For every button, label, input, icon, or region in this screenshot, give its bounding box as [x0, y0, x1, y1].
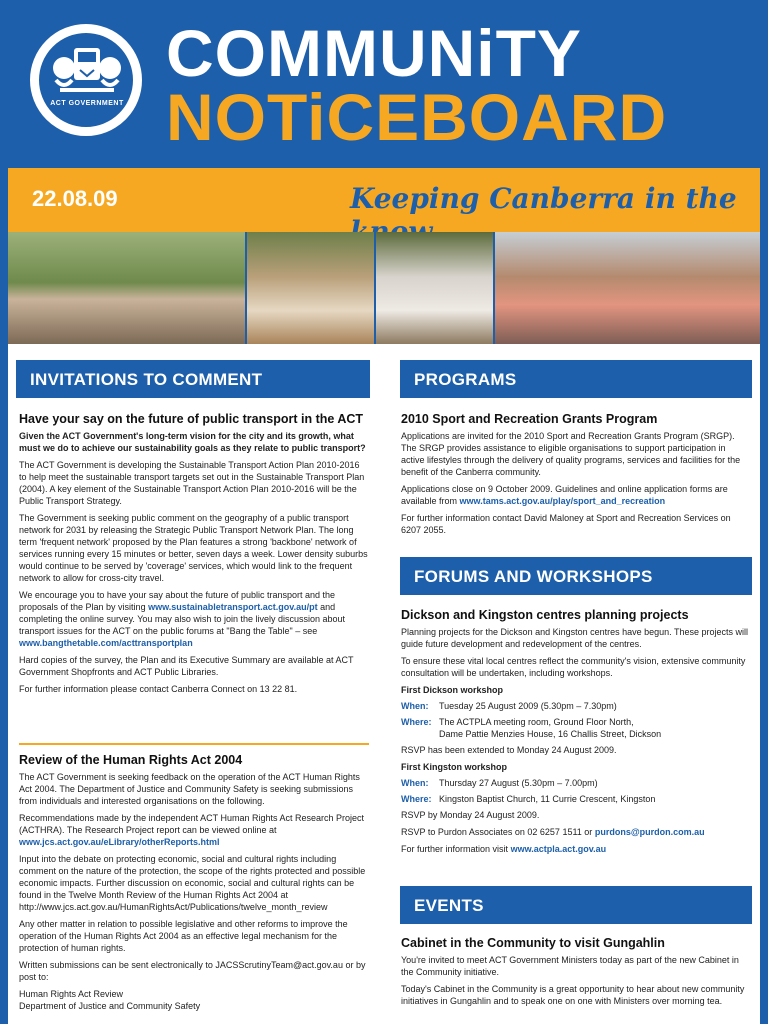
section-events: EVENTS [400, 886, 752, 924]
divider [19, 743, 369, 745]
article-paragraph: The ACT Government is seeking feedback on the operation of the ACT Human Rights Act 2004. The Department of Justice and Community Safety is seeking submissions from individuals and interested organisations on the following. [19, 772, 360, 806]
article-paragraph: RSVP to Purdon Associates on 02 6257 1511 or purdons@purdon.com.au [401, 827, 705, 837]
workshop-when: When: Tuesday 25 August 2009 (5.30pm – 7.30pm) [401, 701, 617, 711]
workshop-rsvp: RSVP by Monday 24 August 2009. [401, 810, 540, 820]
link-tams-sport[interactable]: www.tams.act.gov.au/play/sport_and_recreation [459, 496, 666, 506]
article-paragraph: Hard copies of the survey, the Plan and its Executive Summary are available at ACT Government Shopfronts and ACT Public Libraries. [19, 655, 354, 677]
article-paragraph: To ensure these vital local centres reflect the community's vision, extensive community consultation will be undertaken, including workshops. [401, 656, 746, 678]
link-bang-the-table[interactable]: www.bangthetable.com/acttransportplan [19, 638, 193, 648]
photo-family-group [8, 232, 245, 344]
title-community: COMMUNiTY [166, 16, 582, 90]
article-paragraph: The Government is seeking public comment on the geography of a public transport network for 2031 by releasing the Strategic Public Transport Network Plan. The long term 'frequent network' proposed by the Plan features a strong 'backbone' network of services running every 15 minutes or better, seven days a week. Lower density suburbs would continue to be served by 'coverage' services, which would link to the frequent network to allow for cross-city travel. [19, 513, 368, 583]
article-paragraph: Applications close on 9 October 2009. Guidelines and online application forms are available from www.tams.act.gov.au/play/sport_and_recreation [401, 484, 728, 506]
photo-man-sign [376, 232, 493, 344]
workshop-where: Where: The ACTPLA meeting room, Ground Floor North, Dame Pattie Menzies House, 16 Challis Street, Dickson [401, 717, 662, 739]
article-title: Cabinet in the Community to visit Gungahlin [401, 936, 665, 950]
link-actpla[interactable]: www.actpla.act.gov.au [510, 844, 607, 854]
article-paragraph: Input into the debate on protecting economic, social and cultural rights including comment on the nature of the protection, the scope of the rights protected and possible economic impacts. Further discussion on economic, social and cultural rights can be found in the Twelve Month Review of the Human Rights Act 2004 at http://www.jcs.act.gov.au/HumanRightsAct/Publications/twelve_month_review [19, 854, 366, 912]
workshop-when: When: Thursday 27 August (5.30pm – 7.00pm) [401, 778, 598, 788]
tagline: Keeping Canberra in the [350, 182, 737, 215]
postal-address-line: Human Rights Act Review [19, 989, 124, 999]
article-title: Have your say on the future of public transport in the ACT [19, 412, 364, 426]
link-sustainable-transport[interactable]: www.sustainabletransport.act.gov.au/pt [148, 602, 318, 612]
article-paragraph: For further information visit www.actpla.act.gov.au [401, 844, 607, 854]
article-title: Review of the Human Rights Act 2004 [19, 753, 243, 767]
logo-text: ACT GOVERNMENT [50, 100, 124, 107]
article-paragraph: For further information please contact Canberra Connect on 13 22 81. [19, 684, 298, 694]
article-paragraph: Today's Cabinet in the Community is a great opportunity to hear about new community initiatives in Gungahlin and to speak one on one with Ministers over morning tea. [401, 984, 745, 1006]
workshop-rsvp: RSVP has been extended to Monday 24 August 2009. [401, 745, 617, 755]
article-paragraph: Planning projects for the Dickson and Kingston centres have begun. These projects will guide future development and redevelopment of the centres. [401, 627, 749, 649]
title-noticeboard: NOTiCEBOARD [166, 80, 668, 154]
section-programs: PROGRAMS [400, 360, 752, 398]
article-paragraph: The ACT Government is developing the Sustainable Transport Action Plan 2010-2016 to help meet the sustainable transport targets set out in the Sustainable Transport Plan (2004). A key element of the Sustainable Transport Action Plan 2010-2016 will be the Public Transport Strategy. [19, 460, 365, 506]
article-title: 2010 Sport and Recreation Grants Program [401, 412, 658, 426]
article-human-rights [19, 753, 369, 1017]
article-public-transport [19, 412, 369, 700]
article-paragraph: Recommendations made by the independent ACT Human Rights Act Research Project (ACTHRA). The Research Project report can be viewed online at www.jcs.act.gov.au/eLibrary/otherReports.html [19, 813, 365, 847]
article-title: Dickson and Kingston centres planning projects [401, 608, 689, 622]
coat-of-arms-icon [39, 33, 133, 127]
article-cabinet [401, 936, 751, 1012]
article-paragraph: Any other matter in relation to possible legislative and other reforms to improve the operation of the Human Rights Act 2004 as an effective legal mechanism for the protection of human rights. [19, 919, 348, 953]
link-purdon-email[interactable]: purdons@purdon.com.au [594, 827, 705, 837]
workshop-title: First Dickson workshop [401, 685, 504, 695]
article-paragraph: Written submissions can be sent electronically to JACSScrutinyTeam@act.gov.au or by post to: [19, 960, 366, 982]
act-government-logo [30, 24, 142, 136]
workshop-where: Where: Kingston Baptist Church, 11 Currie Crescent, Kingston [401, 794, 656, 804]
article-planning [401, 608, 751, 860]
article-paragraph: For further information contact David Maloney at Sport and Recreation Services on 6207 2055. [401, 513, 731, 535]
photo-volunteers [495, 232, 760, 344]
article-paragraph: You're invited to meet ACT Government Ministers today as part of the new Cabinet in the Community initiative. [401, 955, 739, 977]
article-grants [401, 412, 751, 541]
workshop-title: First Kingston workshop [401, 762, 508, 772]
section-invitations: INVITATIONS TO COMMENT [16, 360, 370, 398]
masthead [0, 0, 768, 168]
article-lead: Given the ACT Government's long-term vision for the city and its growth, what must we do to achieve our sustainability goals as they relate to public transport? [19, 431, 366, 453]
section-forums: FORUMS AND WORKSHOPS [400, 557, 752, 595]
postal-address-line: Department of Justice and Community Safety [19, 1001, 201, 1011]
photo-dog-picnic [247, 232, 374, 344]
article-paragraph: We encourage you to have your say about the future of public transport and the proposals of the Plan by visiting www.sustainabletransport.act.gov.au/pt and completing the online survey. You may also wish to join the lively discussion about transport issues for the ACT on the public forums at "Bang the Table" – see www.bangthetable.com/acttransportplan [19, 590, 346, 648]
photo-strip [8, 232, 760, 344]
issue-date: 22.08.09 [32, 186, 118, 211]
article-paragraph: Applications are invited for the 2010 Sport and Recreation Grants Program (SRGP). The SRGP provides assistance to eligible organisations to support participation in active lifestyles through the delivery of quality programs, services and facilities for the benefit of the Canberra community. [401, 431, 741, 477]
link-jcs-reports[interactable]: www.jcs.act.gov.au/eLibrary/otherReports.html [19, 837, 220, 847]
